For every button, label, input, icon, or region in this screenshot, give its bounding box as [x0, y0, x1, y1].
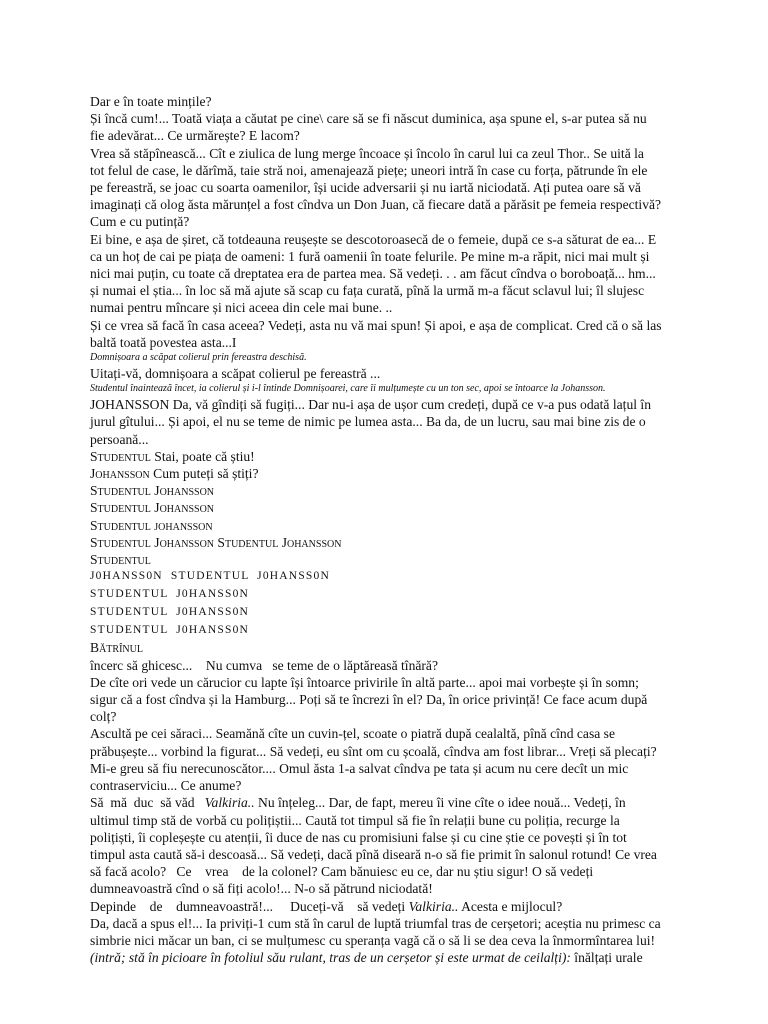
text-line: timpul asta caută să-i descoasă... Să vedeți, dacă pînă diseară n-o să fie primit în salonul rotund! Ce vrea — [90, 846, 657, 862]
text-line: pe fereastră, se joac cu soarta oamenilor, își ucide adversarii și nu iartă niciodată. Ați putea oare să vă — [90, 180, 641, 196]
stage-direction: Studentul înaintează încet, ia colierul și i-l întinde Domnișoarei, care îi mulțumește cu un ton sec, apoi se întoarce la Johansson. — [90, 383, 606, 395]
text-line — [90, 949, 686, 966]
text-line: ultimul timp stă de vorbă cu polițiștii... Caută tot timpul să fie în relații bune cu poliția, recurge la — [90, 812, 620, 828]
speaker-name: Studentul — [90, 448, 151, 464]
text-line: prăbușește... vorbind la figurat... Să vedeți, eu sînt om cu școală, cîndva am fost librar... Vreți să plecați? — [90, 743, 657, 759]
text-line: ca un hoț de cai pe piața de oameni: 1 fură oamenii în toate felurile. Pe mine m-a răpit, nici mai mult și — [90, 248, 650, 264]
speaker-names-line: Studentul Johansson Studentul Johansson — [90, 534, 342, 550]
speaker-names-line: J0HANSS0N STUDENTUL J0HANSS0N — [90, 570, 330, 583]
text-line: dumneavoastră cînd o să fiți acolo!... N-o să pătrund niciodată! — [90, 881, 433, 897]
stage-direction: Domnișoara a scăpat colierul prin fereastra deschisă. — [90, 352, 307, 364]
text-line: Și încă cum!... Toată viața a căutat pe cine\ care să se fi născut duminica, așa spune el, s-ar putea să nu — [90, 111, 647, 127]
text-run: Să mă duc să văd — [90, 795, 205, 811]
speaker-names-line: Studentul johansson — [90, 517, 213, 533]
text-line: Ei bine, e așa de șiret, că totdeauna reușește se descotoroasecă de o femeie, după ce s-a săturat de ea... E — [90, 231, 657, 247]
document-page — [90, 93, 686, 966]
text-line: Și ce vrea să facă în casa aceea? Vedeți, asta nu vă mai spun! Și apoi, e așa de complicat. Cred că o să las — [90, 317, 662, 333]
dialogue-text: Stai, poate că știu! — [150, 448, 255, 464]
text-run: înălțați urale — [570, 950, 643, 966]
text-line: numai pentru mîncare și nici aceea din cele mai bune. .. — [90, 300, 393, 316]
text-line: Dar e în toate mințile? — [90, 94, 212, 109]
text-line: sigur că a fost cîndva și la Hamburg... Poți să te încrezi în el? Da, în orice privință! Ce face acum după — [90, 692, 648, 708]
italic-title: Valkiria.. — [204, 795, 255, 811]
text-line: Da, dacă a spus el!... Ia priviți-1 cum stă în carul de luptă triumfal tras de cerșetori; aceștia nu primesc ca — [90, 915, 661, 931]
text-line: să facă acolo? Ce vrea de la colonel? Cam bănuiesc eu ce, dar nu știu sigur! O să vedeți — [90, 864, 594, 880]
dialogue-text: Cum puteți să știți? — [149, 466, 259, 482]
text-line: colț? — [90, 709, 117, 725]
text-line: tot felul de case, le dărîmă, taie stră noi, amenajează piețe; uneori intră în case cu forța, pătrunde în ele — [90, 162, 648, 178]
speaker-name-batrinul: Bătrînul — [90, 640, 143, 656]
text-line: Vrea să stăpînească... Cît e ziulica de lung merge încoace și încolo în carul lui ca zeul Thor.. Se uită la — [90, 145, 644, 161]
text-line: persoană... — [90, 431, 149, 447]
speaker-names-line: STUDENTUL J0HANSS0N — [90, 605, 250, 618]
text-line: contraserviciu... Ce anume? — [90, 778, 242, 794]
text-line: Ascultă pe cei săraci... Seamănă cîte un cuvin-țel, scoate o piatră după cealaltă, pînă cînd casa se — [90, 726, 616, 742]
text-run: Nu înțeleg... Dar, de fapt, mereu îi vine cîte o idee nouă... Vedeți, în — [254, 795, 626, 811]
johansson-speech — [90, 396, 686, 448]
dialogue-line — [90, 448, 686, 465]
stage-direction-inline: (intră; stă în picioare în fotoliul său rulant, tras de un cerșetor și este urmat de ceilalți): — [90, 950, 571, 966]
text-line: simbrie nici măcar un ban, ci se mulțumesc cu speranța vagă că o să li se dea ceva la înmormîntarea lui! — [90, 932, 656, 948]
dialogue-line — [90, 465, 686, 482]
text-line: nici mai puțin, cu toate că dreptatea era de partea mea. Să vedeți. . . am făcut cîndva o boroboață... hm... — [90, 266, 656, 282]
speaker-names-line: Studentul — [90, 552, 151, 568]
speaker-names-line: STUDENTUL J0HANSS0N — [90, 623, 250, 636]
text-line: baltă toată povestea asta...I — [90, 334, 237, 350]
text-line: Uitați-vă, domnișoara a scăpat colierul pe fereastră ... — [90, 366, 381, 382]
text-line — [90, 794, 686, 811]
text-line: polițiști, îi copleșește cu atenții, îi duce de nas cu promisiuni false și cu cine știe ce povești și în tot — [90, 829, 627, 845]
text-line: De cîte ori vede un cărucior cu lapte își întoarce privirile în altă parte... apoi mai vorbește și în somn; — [90, 674, 639, 690]
text-line: Mi-e greu să fiu nerecunoscător.... Omul ăsta 1-a salvat cîndva pe tata și acum nu cere decît un mic — [90, 760, 629, 776]
text-line: fie adevărat... Ce urmărește? E lacom? — [90, 128, 300, 144]
text-line: Cum e cu putință? — [90, 214, 190, 230]
text-run: Acesta e mijlocul? — [458, 898, 563, 914]
speaker-names-line: Studentul Johansson — [90, 500, 215, 516]
speaker-name: Johansson — [90, 466, 150, 482]
text-line: încerc să ghicesc... Nu cumva se teme de o lăptăreasă tînără? — [90, 657, 438, 673]
text-line: JOHANSSON Da, vă gîndiți să fugiți... Dar nu-i așa de ușor cum credeți, după ce v-a pus odată lațul în — [90, 397, 651, 413]
text-line: și numai el știa... în loc să mă ajute să scap cu fața curată, pînă la urmă m-a făcut sclavul lui; îl slujesc — [90, 283, 645, 299]
speaker-names-line: Studentul Johansson — [90, 483, 215, 499]
text-line: imaginați că olog ăsta mărunțel a fost cîndva un Don Juan, că fiecare dată a părăsit pe femeia respectivă? — [90, 197, 662, 213]
text-line — [90, 898, 686, 915]
paragraph-block-3 — [90, 812, 686, 898]
text-line: jurul gîtului... Și apoi, el nu se teme de nimic pe lumea asta... Ba da, de un lucru, sau mai bine zis de o — [90, 414, 646, 430]
speaker-names-line: STUDENTUL J0HANSS0N — [90, 588, 250, 601]
paragraph-block-1 — [90, 93, 686, 351]
paragraph-block-2 — [90, 657, 686, 795]
text-run: Depinde de dumneavoastră!... Duceți-vă să vedeți — [90, 898, 409, 914]
italic-title: Valkiria.. — [408, 898, 459, 914]
